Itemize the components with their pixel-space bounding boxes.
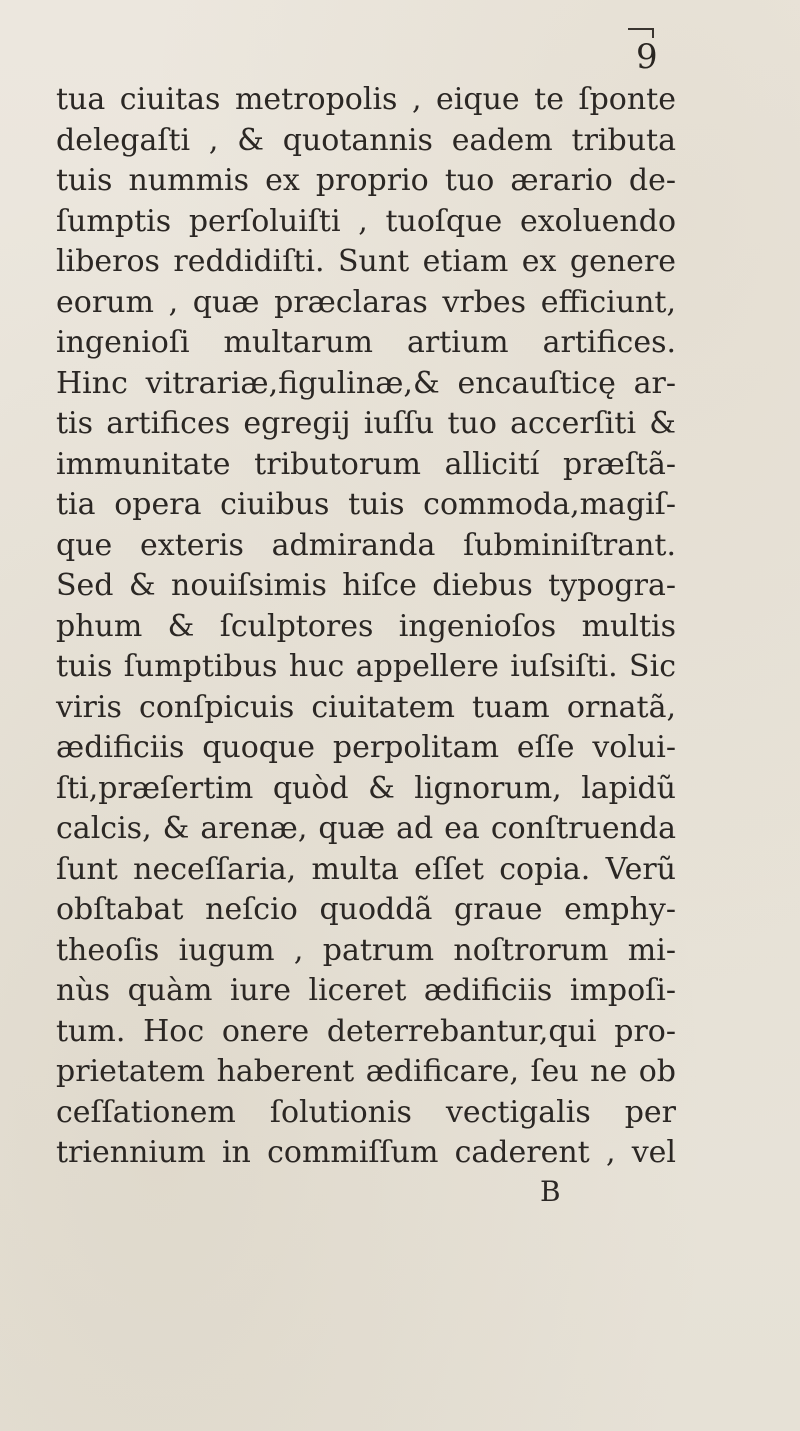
text-line: tuis nummis ex proprio tuo ærario de- (56, 163, 676, 198)
text-line: ingenioſi multarum artium artifices. (56, 325, 676, 360)
signature-mark: B (540, 1174, 561, 1208)
text-line: eorum , quæ præclaras vrbes efficiunt, (56, 284, 676, 320)
body-text (56, 80, 676, 1174)
text-line: tum. Hoc onere deterrebantur,qui pro- (56, 1013, 676, 1049)
text-line: liberos reddidiſti. Sunt etiam ex genere (56, 244, 676, 279)
text-line: delegaſti , & quotannis eadem tributa (56, 122, 676, 158)
text-line: prietatem haberent ædificare, ſeu ne ob (56, 1054, 676, 1089)
text-line: que exteris admiranda ſubminiſtrant. (56, 527, 676, 563)
text-line: ceſſationem ſolutionis vectigalis per (56, 1094, 676, 1130)
text-line: tuis ſumptibus huc appellere iuſsiſti. Sic (56, 649, 676, 684)
text-line: triennium in commiſſum caderent , vel (56, 1135, 676, 1170)
text-line: nùs quàm iure liceret ædificiis impoſi- (56, 973, 676, 1008)
text-line: ſumptis perſoluiſti , tuoſque exoluendo (56, 203, 676, 239)
text-line: immunitate tributorum allicití præſtã- (56, 446, 676, 482)
text-line: tua ciuitas metropolis , eique te ſponte (56, 82, 676, 117)
text-line: viris conſpicuis ciuitatem tuam ornatã, (56, 689, 676, 725)
text-line: ædificiis quoque perpolitam eſſe volui- (56, 730, 676, 765)
text-line: obſtabat neſcio quoddã graue emphy- (56, 892, 676, 927)
text-line: ſti,præſertim quòd & lignorum, lapidũ (56, 770, 676, 806)
text-line: calcis, & arenæ, quæ ad ea conſtruenda (56, 811, 676, 846)
text-line: tia opera ciuibus tuis commoda,magiſ- (56, 487, 676, 522)
page-number: 9 (636, 37, 658, 77)
text-line: tis artifices egregij iuſſu tuo accerſiti & (56, 406, 676, 441)
text-line: theoſis iugum , patrum noſtrorum mi- (56, 932, 676, 968)
text-line: Sed & nouiſsimis hiſce diebus typogra- (56, 568, 676, 603)
text-line: ſunt neceſſaria, multa eſſet copia. Verũ (56, 851, 676, 887)
text-line: phum & ſculptores ingenioſos multis (56, 608, 676, 644)
text-line: Hinc vitrariæ,figulinæ,& encauſticę ar- (56, 365, 676, 401)
